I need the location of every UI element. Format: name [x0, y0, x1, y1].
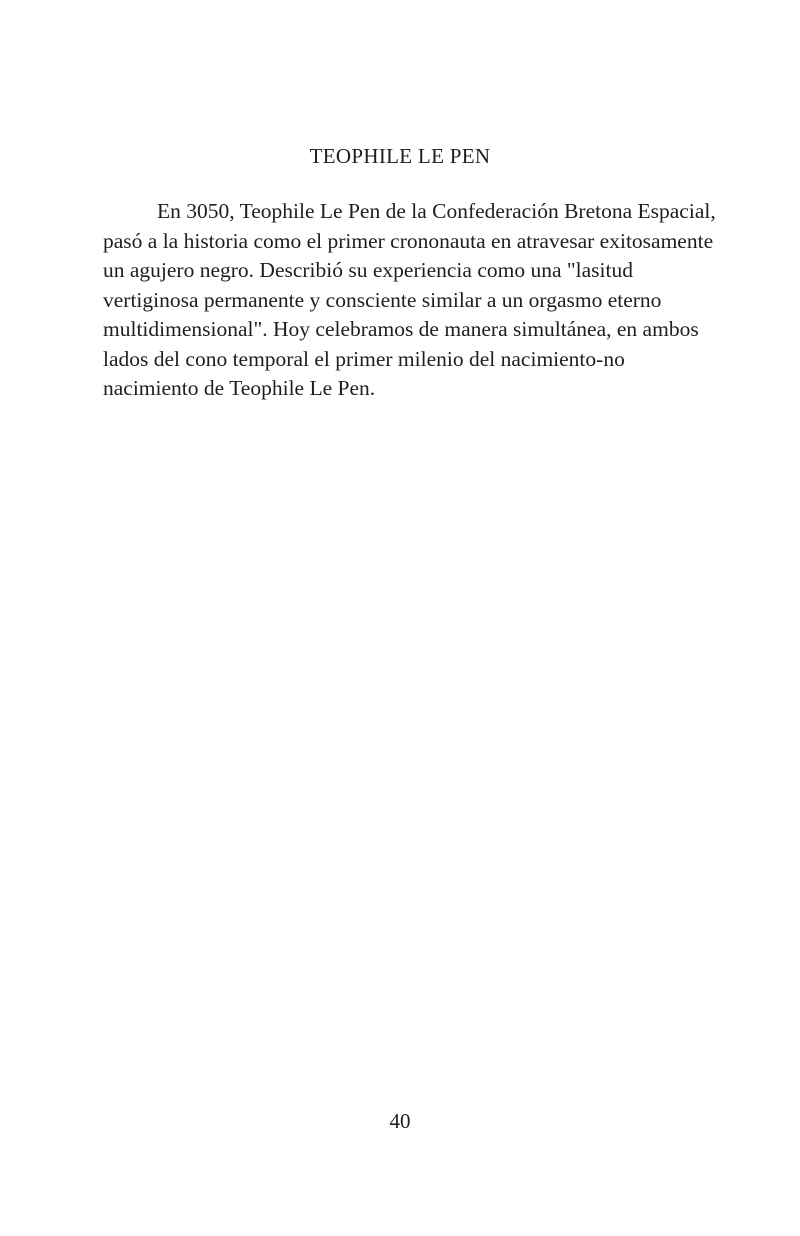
body-paragraph [103, 197, 723, 404]
paragraph-line: nacimiento de Teophile Le Pen. [103, 376, 376, 400]
chapter-title: TEOPHILE LE PEN [309, 144, 491, 168]
paragraph-line: En 3050, Teophile Le Pen de la Confederación Bretona Espacial, [157, 199, 716, 223]
paragraph-line: multidimensional". Hoy celebramos de manera simultánea, en ambos [103, 317, 699, 341]
page-number: 40 [389, 1109, 411, 1133]
paragraph-line: lados del cono temporal el primer milenio del nacimiento-no [103, 346, 625, 371]
paragraph-line: un agujero negro. Describió su experiencia como una "lasitud [103, 258, 633, 282]
paragraph-line: pasó a la historia como el primer crononauta en atravesar exitosamente [103, 228, 714, 253]
paragraph-line: vertiginosa permanente y consciente similar a un orgasmo eterno [103, 287, 662, 312]
